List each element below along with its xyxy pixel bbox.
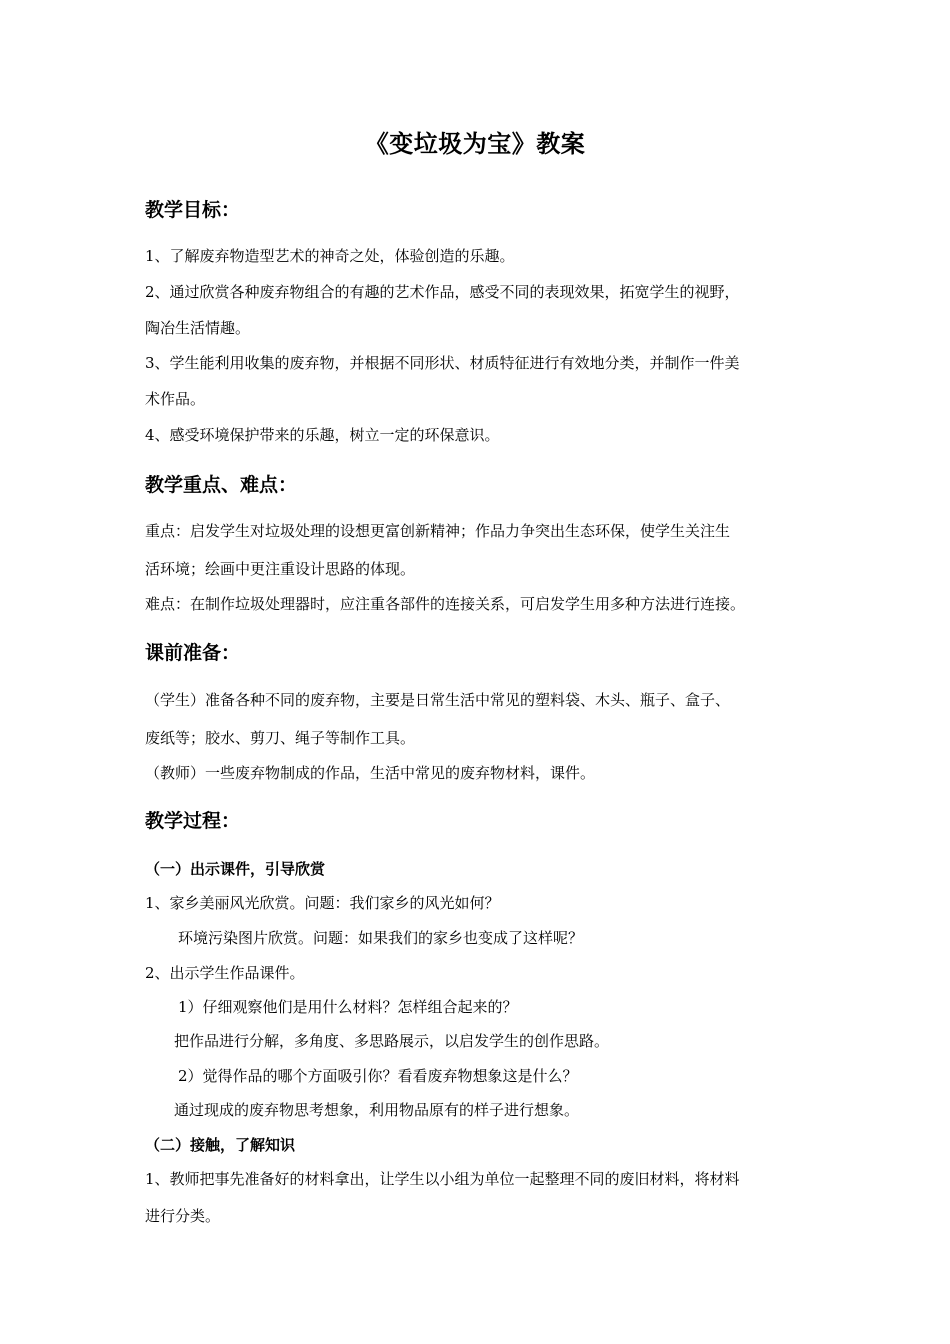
- objective-line: 陶冶生活情趣。: [145, 319, 251, 337]
- objective-line: 1、了解废弃物造型艺术的神奇之处，体验创造的乐趣。: [145, 247, 515, 265]
- preparation-line: （教师）一些废弃物制成的作品，生活中常见的废弃物材料，课件。: [145, 764, 596, 782]
- process-line: 2）觉得作品的哪个方面吸引你？看看废弃物想象这是什么？: [178, 1067, 578, 1085]
- process-line: 把作品进行分解，多角度、多思路展示，以启发学生的创作思路。: [174, 1032, 610, 1050]
- process-line: 1）仔细观察他们是用什么材料？怎样组合起来的？: [178, 998, 518, 1016]
- objective-line: 3、学生能利用收集的废弃物，并根据不同形状、材质特征进行有效地分类，并制作一件美: [145, 354, 740, 372]
- process-section2-title: （二）接触，了解知识: [145, 1136, 296, 1154]
- preparation-line: （学生）准备各种不同的废弃物，主要是日常生活中常见的塑料袋、木头、瓶子、盒子、: [145, 691, 731, 709]
- objectives-heading: 教学目标：: [145, 199, 241, 221]
- key-points-heading: 教学重点、难点：: [145, 474, 298, 496]
- key-point-line: 难点：在制作垃圾处理器时，应注重各部件的连接关系，可启发学生用多种方法进行连接。: [145, 595, 746, 613]
- key-point-line: 活环境；绘画中更注重设计思路的体现。: [145, 560, 416, 578]
- process-heading: 教学过程：: [145, 810, 241, 832]
- key-point-line: 重点：启发学生对垃圾处理的设想更富创新精神；作品力争突出生态环保，使学生关注生: [145, 522, 731, 540]
- objective-line: 4、感受环境保护带来的乐趣，树立一定的环保意识。: [145, 426, 500, 444]
- objective-line: 2、通过欣赏各种废弃物组合的有趣的艺术作品，感受不同的表现效果，拓宽学生的视野，: [145, 283, 740, 301]
- process-line: 通过现成的废弃物思考想象，利用物品原有的样子进行想象。: [174, 1101, 580, 1119]
- process-line: 环境污染图片欣赏。问题：如果我们的家乡也变成了这样呢？: [178, 929, 584, 947]
- process-line: 进行分类。: [145, 1207, 221, 1225]
- process-line: 2、出示学生作品课件。: [145, 964, 305, 982]
- document-title: 《变垃圾为宝》教案: [364, 129, 586, 158]
- objective-line: 术作品。: [145, 390, 206, 408]
- process-line: 1、家乡美丽风光欣赏。问题：我们家乡的风光如何？: [145, 894, 500, 912]
- process-line: 1、教师把事先准备好的材料拿出，让学生以小组为单位一起整理不同的废旧材料，将材料: [145, 1170, 740, 1188]
- process-section1-title: （一）出示课件，引导欣赏: [145, 860, 326, 878]
- preparation-heading: 课前准备：: [145, 642, 241, 664]
- preparation-line: 废纸等；胶水、剪刀、绳子等制作工具。: [145, 729, 416, 747]
